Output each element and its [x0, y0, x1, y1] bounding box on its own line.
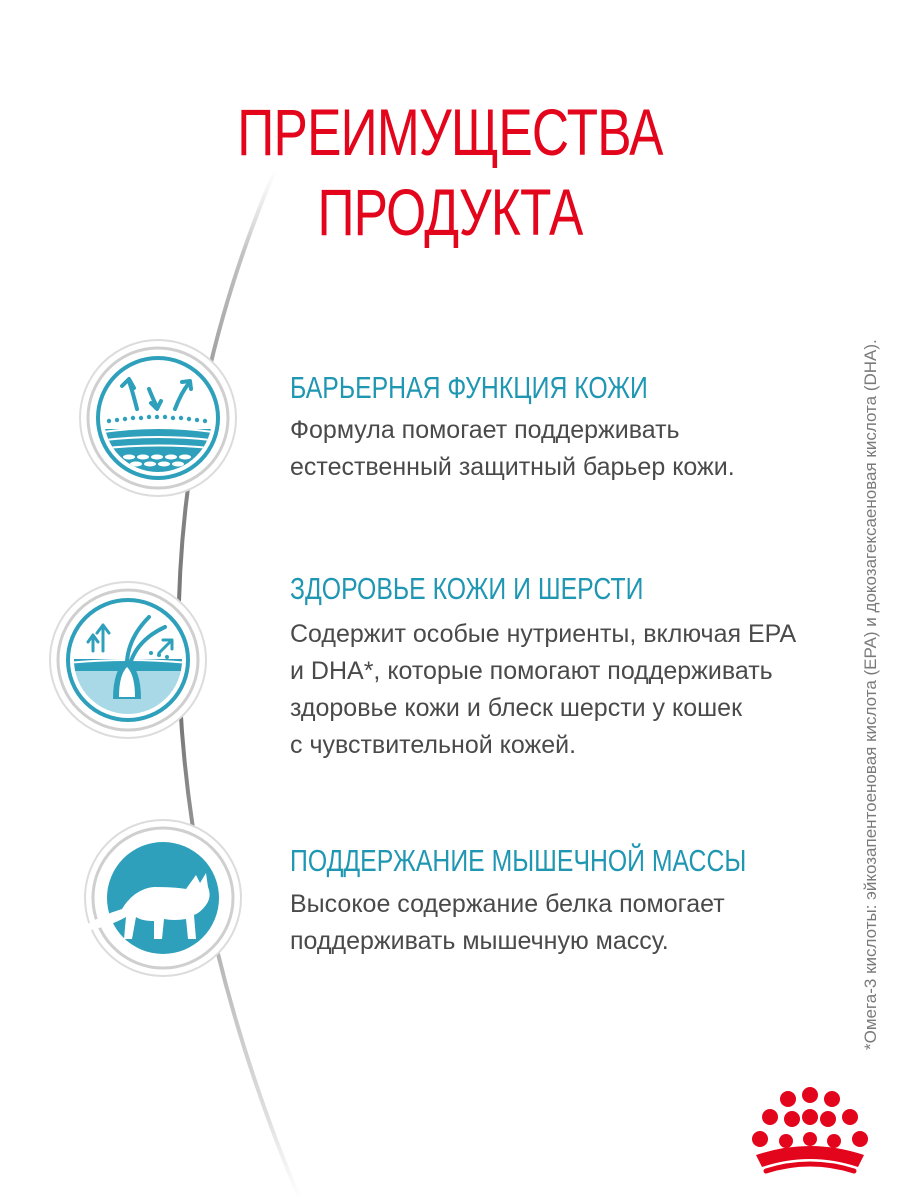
text-line: с чувствительной кожей.	[290, 731, 577, 759]
skin-barrier-icon	[77, 337, 239, 499]
text-line: Формула помогает поддерживать	[290, 416, 680, 444]
royal-canin-crown-logo	[748, 1085, 872, 1181]
text-line: Содержит особые нутриенты, включая EPA	[290, 620, 797, 648]
text-line: Высокое содержание белка помогает	[290, 890, 725, 918]
text-line: поддерживать мышечную массу.	[290, 927, 669, 955]
skin-coat-icon	[47, 579, 209, 741]
text-line: и DHA*, которые помогают поддерживать	[290, 657, 773, 685]
text-line: естественный защитный барьер кожи.	[290, 453, 735, 481]
benefit-text-skin-coat	[290, 616, 850, 764]
footnote: *Омега-3 кислоты: эйкозапентоеновая кислота (EPA) и докозагексаеновая кислота (DHA).	[861, 339, 880, 1050]
benefit-title-skin-barrier: БАРЬЕРНАЯ ФУНКЦИЯ КОЖИ	[290, 370, 648, 405]
text-line: здоровье кожи и блеск шерсти у кошек	[290, 694, 743, 722]
benefit-text-skin-barrier	[290, 412, 850, 486]
benefit-text-muscle	[290, 886, 850, 960]
page-title: ПРЕИМУЩЕСТВА ПРОДУКТА	[237, 95, 663, 250]
benefit-title-skin-coat: ЗДОРОВЬЕ КОЖИ И ШЕРСТИ	[290, 571, 644, 606]
cat-icon	[82, 817, 244, 979]
benefit-title-muscle: ПОДДЕРЖАНИЕ МЫШЕЧНОЙ МАССЫ	[290, 843, 747, 878]
